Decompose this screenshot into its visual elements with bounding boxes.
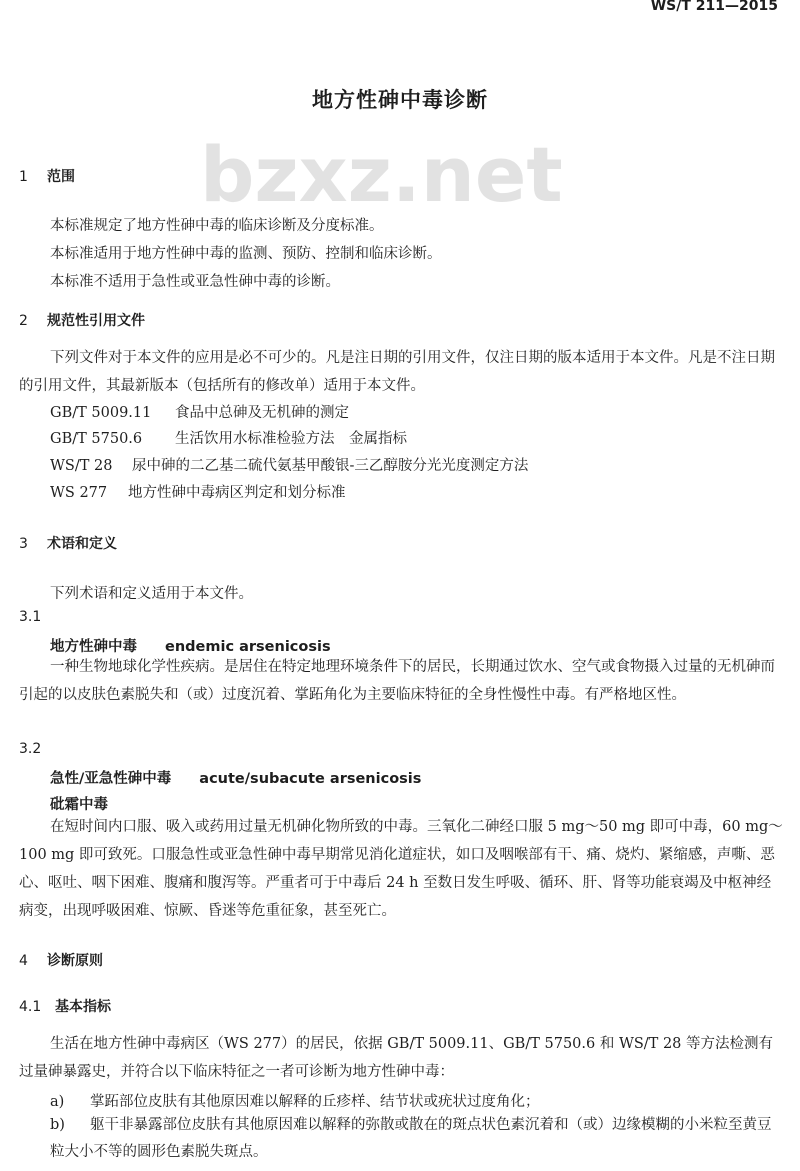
term-heading xyxy=(50,767,421,788)
subsection-title: 基本指标 xyxy=(55,999,111,1015)
term-alias: 砒霜中毒 xyxy=(50,797,108,813)
reference-code: WS 277 xyxy=(50,485,108,501)
reference-title: 地方性砷中毒病区判定和划分标准 xyxy=(128,485,346,501)
paragraph: 下列文件对于本文件的应用是必不可少的。凡是注日期的引用文件，仅注日期的版本适用于本文件。凡是不注日期的引用文件，其最新版本（包括所有的修改单）适用于本文件。 xyxy=(19,350,775,394)
section-title: 范围 xyxy=(47,169,75,185)
reference-item xyxy=(50,481,346,502)
list-marker: a) xyxy=(50,1094,65,1110)
section-title: 术语和定义 xyxy=(47,536,117,552)
term-definition: 在短时间内口服、吸入或药用过量无机砷化物所致的中毒。三氧化二砷经口服 5 mg～50 mg 即可中毒，60 mg～100 mg 即可致死。口服急性或亚急性砷中毒早期常见消化道症状，如口及咽喉部有干、痛、烧灼、紧缩感，声嘶、恶心、呕吐、咽下困难、腹痛和腹泻等。严重者可于中毒后 24 h 至数日发生呼吸、循环、肝、肾等功能衰竭及中枢神经病变，出现呼吸困难、惊厥、昏迷等危重征象，甚至死亡。 xyxy=(19,819,783,919)
list-text: 躯干非暴露部位皮肤有其他原因难以解释的弥散或散在的斑点状色素沉着和（或）边缘模糊的小米粒至黄豆粒大小不等的圆形色素脱失斑点。 xyxy=(50,1117,772,1160)
section-number: 1 xyxy=(19,169,28,185)
document-title: 地方性砷中毒诊断 xyxy=(312,88,488,112)
section-number: 4 xyxy=(19,953,28,969)
paragraph: 本标准不适用于急性或亚急性砷中毒的诊断。 xyxy=(50,274,340,290)
reference-item xyxy=(50,427,407,448)
clause-number: 3.2 xyxy=(19,741,42,757)
reference-title: 生活饮用水标准检验方法 金属指标 xyxy=(175,431,407,447)
section-number: 2 xyxy=(19,313,28,329)
paragraph: 本标准适用于地方性砷中毒的监测、预防、控制和临床诊断。 xyxy=(50,246,442,262)
list-item xyxy=(50,1112,784,1166)
list-text: 掌跖部位皮肤有其他原因难以解释的丘疹样、结节状或疣状过度角化； xyxy=(90,1094,540,1110)
term-en: endemic arsenicosis xyxy=(165,639,331,655)
reference-title: 食品中总砷及无机砷的测定 xyxy=(175,405,349,421)
section-heading-diagnosis xyxy=(19,950,103,970)
section-title: 诊断原则 xyxy=(47,953,103,969)
list-item xyxy=(50,1090,540,1111)
term-cn: 地方性砷中毒 xyxy=(50,639,137,655)
clause-number: 3.1 xyxy=(19,609,42,625)
reference-title: 尿中砷的二乙基二硫代氨基甲酸银-三乙醇胺分光光度测定方法 xyxy=(132,458,529,474)
watermark: bzxz.net xyxy=(200,130,563,219)
paragraph: 下列术语和定义适用于本文件。 xyxy=(50,586,253,602)
subsection-heading xyxy=(19,996,111,1016)
section-number: 3 xyxy=(19,536,28,552)
term-cn: 急性/亚急性砷中毒 xyxy=(50,771,172,787)
reference-item xyxy=(50,401,349,422)
reference-code: GB/T 5750.6 xyxy=(50,431,143,447)
section-heading-normative-refs xyxy=(19,310,145,330)
section-heading-scope xyxy=(19,166,75,186)
section-title: 规范性引用文件 xyxy=(47,313,145,329)
term-definition: 一种生物地球化学性疾病。是居住在特定地理环境条件下的居民，长期通过饮水、空气或食物摄入过量的无机砷而引起的以皮肤色素脱失和（或）过度沉着、掌跖角化为主要临床特征的全身性慢性中毒。有严格地区性。 xyxy=(19,659,775,703)
reference-code: WS/T 28 xyxy=(50,458,113,474)
paragraph: 生活在地方性砷中毒病区（WS 277）的居民，依据 GB/T 5009.11、GB/T 5750.6 和 WS/T 28 等方法检测有过量砷暴露史，并符合以下临床特征之一者可诊断为地方性砷中毒： xyxy=(19,1036,774,1080)
standard-code: WS/T 211—2015 xyxy=(650,0,778,14)
term-en: acute/subacute arsenicosis xyxy=(199,771,422,787)
list-marker: b) xyxy=(50,1117,65,1133)
paragraph: 本标准规定了地方性砷中毒的临床诊断及分度标准。 xyxy=(50,218,384,234)
section-heading-terms xyxy=(19,533,117,553)
reference-code: GB/T 5009.11 xyxy=(50,405,152,421)
subsection-number: 4.1 xyxy=(19,999,42,1015)
reference-item xyxy=(50,454,528,475)
